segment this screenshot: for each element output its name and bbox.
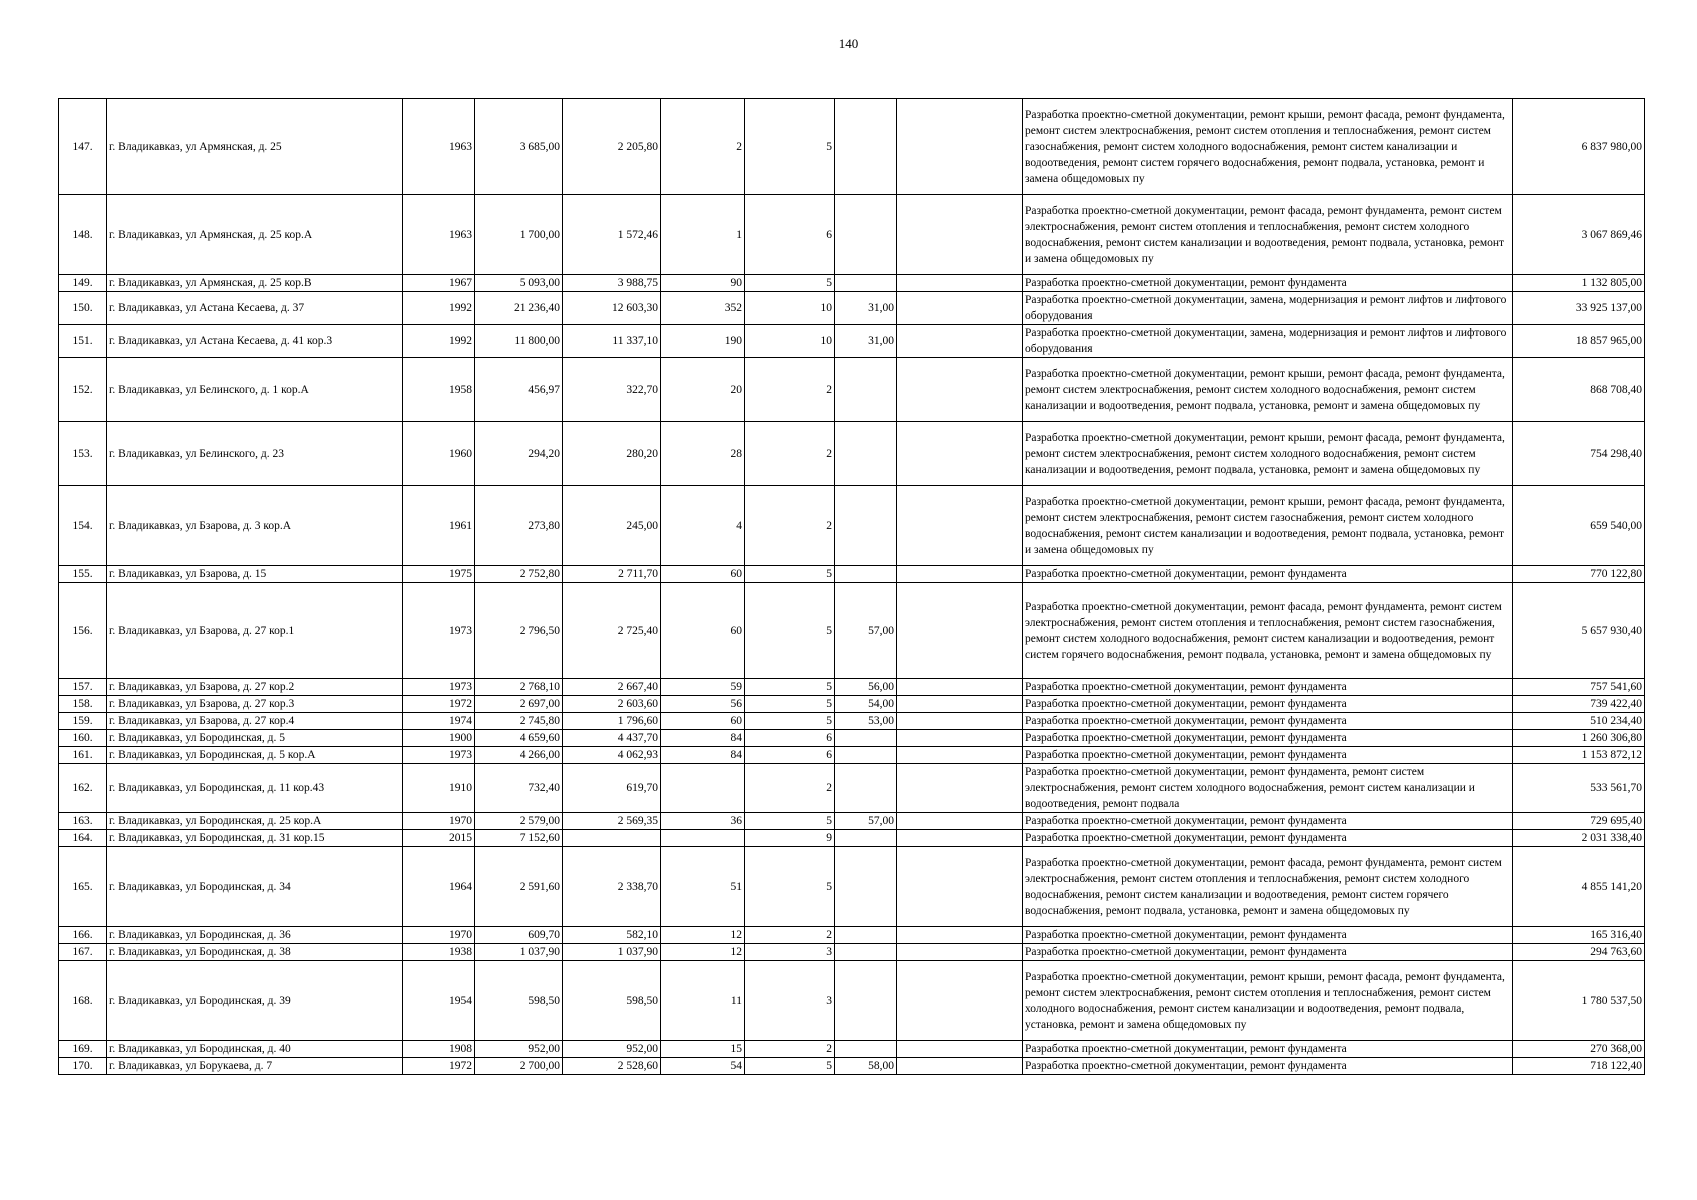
works-description-cell: Разработка проектно-сметной документации, ремонт фундамента xyxy=(1023,679,1513,696)
year-built-cell: 1992 xyxy=(403,325,475,358)
table-row xyxy=(59,486,1645,566)
address-cell: г. Владикавказ, ул Армянская, д. 25 кор.В xyxy=(107,275,403,292)
row-number-cell: 155. xyxy=(59,566,107,583)
cost-cell: 757 541,60 xyxy=(1513,679,1645,696)
year-built-cell: 1970 xyxy=(403,813,475,830)
column-9-cell xyxy=(897,764,1023,813)
address-cell: г. Владикавказ, ул Астана Кесаева, д. 41 кор.3 xyxy=(107,325,403,358)
column-8-cell: 56,00 xyxy=(835,679,897,696)
address-cell: г. Владикавказ, ул Бородинская, д. 39 xyxy=(107,961,403,1041)
year-built-cell: 1938 xyxy=(403,944,475,961)
total-area-cell: 952,00 xyxy=(475,1041,563,1058)
column-7-cell: 5 xyxy=(745,275,835,292)
year-built-cell: 1900 xyxy=(403,730,475,747)
works-description-cell: Разработка проектно-сметной документации, ремонт фундамента xyxy=(1023,747,1513,764)
living-area-cell: 2 528,60 xyxy=(563,1058,661,1075)
cost-cell: 1 153 872,12 xyxy=(1513,747,1645,764)
column-7-cell: 2 xyxy=(745,927,835,944)
year-built-cell: 1963 xyxy=(403,195,475,275)
total-area-cell: 294,20 xyxy=(475,422,563,486)
cost-cell: 6 837 980,00 xyxy=(1513,99,1645,195)
year-built-cell: 1972 xyxy=(403,1058,475,1075)
address-cell: г. Владикавказ, ул Астана Кесаева, д. 37 xyxy=(107,292,403,325)
table-row xyxy=(59,358,1645,422)
column-9-cell xyxy=(897,944,1023,961)
living-area-cell: 598,50 xyxy=(563,961,661,1041)
total-area-cell: 2 745,80 xyxy=(475,713,563,730)
total-area-cell: 2 697,00 xyxy=(475,696,563,713)
total-area-cell: 732,40 xyxy=(475,764,563,813)
page-number: 140 xyxy=(838,36,859,51)
total-area-cell: 7 152,60 xyxy=(475,830,563,847)
column-7-cell: 2 xyxy=(745,358,835,422)
column-6-cell: 36 xyxy=(661,813,745,830)
table-row xyxy=(59,99,1645,195)
row-number-cell: 147. xyxy=(59,99,107,195)
column-8-cell xyxy=(835,566,897,583)
row-number-cell: 166. xyxy=(59,927,107,944)
column-6-cell: 11 xyxy=(661,961,745,1041)
column-9-cell xyxy=(897,422,1023,486)
total-area-cell: 2 752,80 xyxy=(475,566,563,583)
column-7-cell: 5 xyxy=(745,847,835,927)
column-7-cell: 6 xyxy=(745,195,835,275)
year-built-cell: 1967 xyxy=(403,275,475,292)
column-7-cell: 5 xyxy=(745,679,835,696)
table-row xyxy=(59,566,1645,583)
address-cell: г. Владикавказ, ул Армянская, д. 25 xyxy=(107,99,403,195)
address-cell: г. Владикавказ, ул Бзарова, д. 27 кор.3 xyxy=(107,696,403,713)
cost-cell: 659 540,00 xyxy=(1513,486,1645,566)
cost-cell: 868 708,40 xyxy=(1513,358,1645,422)
year-built-cell: 1992 xyxy=(403,292,475,325)
column-6-cell: 2 xyxy=(661,99,745,195)
column-6-cell: 84 xyxy=(661,730,745,747)
address-cell: г. Владикавказ, ул Бзарова, д. 3 кор.А xyxy=(107,486,403,566)
column-6-cell: 60 xyxy=(661,566,745,583)
cost-cell: 718 122,40 xyxy=(1513,1058,1645,1075)
living-area-cell xyxy=(563,830,661,847)
total-area-cell: 2 700,00 xyxy=(475,1058,563,1075)
address-cell: г. Владикавказ, ул Бородинская, д. 36 xyxy=(107,927,403,944)
row-number-cell: 152. xyxy=(59,358,107,422)
column-6-cell: 190 xyxy=(661,325,745,358)
column-8-cell xyxy=(835,961,897,1041)
column-9-cell xyxy=(897,325,1023,358)
works-description-cell: Разработка проектно-сметной документации, ремонт фундамента xyxy=(1023,1058,1513,1075)
housing-repair-table xyxy=(58,98,1645,1075)
year-built-cell: 1974 xyxy=(403,713,475,730)
column-6-cell: 59 xyxy=(661,679,745,696)
table-row xyxy=(59,583,1645,679)
cost-cell: 1 780 537,50 xyxy=(1513,961,1645,1041)
column-9-cell xyxy=(897,813,1023,830)
cost-cell: 533 561,70 xyxy=(1513,764,1645,813)
column-9-cell xyxy=(897,292,1023,325)
table-row xyxy=(59,275,1645,292)
column-8-cell xyxy=(835,730,897,747)
column-6-cell: 28 xyxy=(661,422,745,486)
works-description-cell: Разработка проектно-сметной документации, ремонт фундамента xyxy=(1023,713,1513,730)
cost-cell: 3 067 869,46 xyxy=(1513,195,1645,275)
column-7-cell: 10 xyxy=(745,325,835,358)
living-area-cell: 11 337,10 xyxy=(563,325,661,358)
living-area-cell: 582,10 xyxy=(563,927,661,944)
table-row xyxy=(59,944,1645,961)
row-number-cell: 154. xyxy=(59,486,107,566)
total-area-cell: 598,50 xyxy=(475,961,563,1041)
cost-cell: 33 925 137,00 xyxy=(1513,292,1645,325)
works-description-cell: Разработка проектно-сметной документации, ремонт фасада, ремонт фундамента, ремонт систем электроснабжения, ремонт систем отопления и теплоснабжения, ремонт систем газоснабжения, ремонт систем холодного водоснабжения, ремонт систем канализации и водоотведения, ремонт систем горячего водоснабжения, ремонт подвала, установка, ремонт и замена общедомовых пу xyxy=(1023,583,1513,679)
column-8-cell: 31,00 xyxy=(835,292,897,325)
total-area-cell: 3 685,00 xyxy=(475,99,563,195)
column-9-cell xyxy=(897,679,1023,696)
column-6-cell: 90 xyxy=(661,275,745,292)
address-cell: г. Владикавказ, ул Бородинская, д. 5 кор.А xyxy=(107,747,403,764)
row-number-cell: 170. xyxy=(59,1058,107,1075)
column-7-cell: 5 xyxy=(745,813,835,830)
table-row xyxy=(59,1058,1645,1075)
total-area-cell: 11 800,00 xyxy=(475,325,563,358)
row-number-cell: 160. xyxy=(59,730,107,747)
column-7-cell: 2 xyxy=(745,486,835,566)
column-6-cell: 84 xyxy=(661,747,745,764)
works-description-cell: Разработка проектно-сметной документации, ремонт крыши, ремонт фасада, ремонт фундамента, ремонт систем электроснабжения, ремонт систем отопления и теплоснабжения, ремонт систем газоснабжения, ремонт систем холодного водоснабжения, ремонт систем канализации и водоотведения, ремонт систем горячего водоснабжения, ремонт подвала, установка, ремонт и замена общедомовых пу xyxy=(1023,99,1513,195)
column-8-cell: 31,00 xyxy=(835,325,897,358)
living-area-cell: 952,00 xyxy=(563,1041,661,1058)
column-7-cell: 6 xyxy=(745,730,835,747)
address-cell: г. Владикавказ, ул Белинского, д. 23 xyxy=(107,422,403,486)
column-8-cell xyxy=(835,847,897,927)
column-9-cell xyxy=(897,830,1023,847)
works-description-cell: Разработка проектно-сметной документации, ремонт фасада, ремонт фундамента, ремонт систем электроснабжения, ремонт систем отопления и теплоснабжения, ремонт систем холодного водоснабжения, ремонт систем канализации и водоотведения, ремонт подвала, установка, ремонт и замена общедомовых пу xyxy=(1023,195,1513,275)
cost-cell: 270 368,00 xyxy=(1513,1041,1645,1058)
year-built-cell: 1972 xyxy=(403,696,475,713)
address-cell: г. Владикавказ, ул Бородинская, д. 11 кор.43 xyxy=(107,764,403,813)
table-row xyxy=(59,927,1645,944)
column-6-cell xyxy=(661,830,745,847)
row-number-cell: 161. xyxy=(59,747,107,764)
year-built-cell: 2015 xyxy=(403,830,475,847)
column-9-cell xyxy=(897,566,1023,583)
column-9-cell xyxy=(897,275,1023,292)
table-row xyxy=(59,292,1645,325)
table-row xyxy=(59,847,1645,927)
column-7-cell: 3 xyxy=(745,961,835,1041)
table-row xyxy=(59,747,1645,764)
total-area-cell: 1 700,00 xyxy=(475,195,563,275)
year-built-cell: 1970 xyxy=(403,927,475,944)
table-row xyxy=(59,730,1645,747)
works-description-cell: Разработка проектно-сметной документации, ремонт фундамента xyxy=(1023,566,1513,583)
living-area-cell: 4 437,70 xyxy=(563,730,661,747)
works-description-cell: Разработка проектно-сметной документации, ремонт фундамента xyxy=(1023,944,1513,961)
column-8-cell xyxy=(835,486,897,566)
total-area-cell: 4 266,00 xyxy=(475,747,563,764)
column-8-cell xyxy=(835,747,897,764)
row-number-cell: 163. xyxy=(59,813,107,830)
row-number-cell: 159. xyxy=(59,713,107,730)
column-6-cell: 4 xyxy=(661,486,745,566)
column-8-cell xyxy=(835,422,897,486)
year-built-cell: 1963 xyxy=(403,99,475,195)
cost-cell: 4 855 141,20 xyxy=(1513,847,1645,927)
living-area-cell: 2 725,40 xyxy=(563,583,661,679)
works-description-cell: Разработка проектно-сметной документации, ремонт фундамента xyxy=(1023,696,1513,713)
column-8-cell xyxy=(835,830,897,847)
column-9-cell xyxy=(897,747,1023,764)
total-area-cell: 273,80 xyxy=(475,486,563,566)
year-built-cell: 1973 xyxy=(403,583,475,679)
works-description-cell: Разработка проектно-сметной документации, замена, модернизация и ремонт лифтов и лифтового оборудования xyxy=(1023,292,1513,325)
cost-cell: 5 657 930,40 xyxy=(1513,583,1645,679)
column-9-cell xyxy=(897,195,1023,275)
living-area-cell: 12 603,30 xyxy=(563,292,661,325)
address-cell: г. Владикавказ, ул Бзарова, д. 27 кор.4 xyxy=(107,713,403,730)
living-area-cell: 1 572,46 xyxy=(563,195,661,275)
year-built-cell: 1958 xyxy=(403,358,475,422)
row-number-cell: 148. xyxy=(59,195,107,275)
column-8-cell: 54,00 xyxy=(835,696,897,713)
cost-cell: 739 422,40 xyxy=(1513,696,1645,713)
table-row xyxy=(59,696,1645,713)
total-area-cell: 21 236,40 xyxy=(475,292,563,325)
living-area-cell: 2 667,40 xyxy=(563,679,661,696)
column-9-cell xyxy=(897,961,1023,1041)
works-description-cell: Разработка проектно-сметной документации, ремонт крыши, ремонт фасада, ремонт фундамента, ремонт систем электроснабжения, ремонт систем газоснабжения, ремонт систем холодного водоснабжения, ремонт систем канализации и водоотведения, ремонт подвала, установка, ремонт и замена общедомовых пу xyxy=(1023,486,1513,566)
address-cell: г. Владикавказ, ул Борукаева, д. 7 xyxy=(107,1058,403,1075)
address-cell: г. Владикавказ, ул Бзарова, д. 15 xyxy=(107,566,403,583)
table-row xyxy=(59,764,1645,813)
column-7-cell: 2 xyxy=(745,1041,835,1058)
cost-cell: 165 316,40 xyxy=(1513,927,1645,944)
row-number-cell: 158. xyxy=(59,696,107,713)
year-built-cell: 1975 xyxy=(403,566,475,583)
address-cell: г. Владикавказ, ул Бородинская, д. 34 xyxy=(107,847,403,927)
column-6-cell: 15 xyxy=(661,1041,745,1058)
table-row xyxy=(59,813,1645,830)
works-description-cell: Разработка проектно-сметной документации, ремонт фундамента, ремонт систем электроснабжения, ремонт систем холодного водоснабжения, ремонт систем канализации и водоотведения, ремонт подвала xyxy=(1023,764,1513,813)
address-cell: г. Владикавказ, ул Бородинская, д. 25 кор.А xyxy=(107,813,403,830)
table-body xyxy=(59,99,1645,1075)
row-number-cell: 156. xyxy=(59,583,107,679)
total-area-cell: 4 659,60 xyxy=(475,730,563,747)
address-cell: г. Владикавказ, ул Бородинская, д. 40 xyxy=(107,1041,403,1058)
works-description-cell: Разработка проектно-сметной документации, ремонт фасада, ремонт фундамента, ремонт систем электроснабжения, ремонт систем отопления и теплоснабжения, ремонт систем холодного водоснабжения, ремонт систем канализации и водоотведения, ремонт систем горячего водоснабжения, ремонт подвала, установка, ремонт и замена общедомовых пу xyxy=(1023,847,1513,927)
cost-cell: 1 260 306,80 xyxy=(1513,730,1645,747)
cost-cell: 1 132 805,00 xyxy=(1513,275,1645,292)
living-area-cell: 2 338,70 xyxy=(563,847,661,927)
cost-cell: 754 298,40 xyxy=(1513,422,1645,486)
column-7-cell: 2 xyxy=(745,422,835,486)
row-number-cell: 162. xyxy=(59,764,107,813)
address-cell: г. Владикавказ, ул Бзарова, д. 27 кор.1 xyxy=(107,583,403,679)
address-cell: г. Владикавказ, ул Армянская, д. 25 кор.А xyxy=(107,195,403,275)
living-area-cell: 280,20 xyxy=(563,422,661,486)
total-area-cell: 1 037,90 xyxy=(475,944,563,961)
column-6-cell: 1 xyxy=(661,195,745,275)
year-built-cell: 1973 xyxy=(403,679,475,696)
total-area-cell: 5 093,00 xyxy=(475,275,563,292)
row-number-cell: 153. xyxy=(59,422,107,486)
row-number-cell: 151. xyxy=(59,325,107,358)
column-6-cell: 60 xyxy=(661,583,745,679)
column-9-cell xyxy=(897,1041,1023,1058)
row-number-cell: 150. xyxy=(59,292,107,325)
total-area-cell: 2 768,10 xyxy=(475,679,563,696)
table-row xyxy=(59,422,1645,486)
column-8-cell xyxy=(835,764,897,813)
living-area-cell: 2 711,70 xyxy=(563,566,661,583)
column-6-cell: 12 xyxy=(661,927,745,944)
column-8-cell xyxy=(835,944,897,961)
column-7-cell: 10 xyxy=(745,292,835,325)
column-6-cell: 51 xyxy=(661,847,745,927)
living-area-cell: 245,00 xyxy=(563,486,661,566)
column-9-cell xyxy=(897,486,1023,566)
cost-cell: 729 695,40 xyxy=(1513,813,1645,830)
column-6-cell: 60 xyxy=(661,713,745,730)
living-area-cell: 2 603,60 xyxy=(563,696,661,713)
cost-cell: 18 857 965,00 xyxy=(1513,325,1645,358)
table-row xyxy=(59,961,1645,1041)
year-built-cell: 1973 xyxy=(403,747,475,764)
column-6-cell xyxy=(661,764,745,813)
row-number-cell: 157. xyxy=(59,679,107,696)
column-7-cell: 5 xyxy=(745,583,835,679)
total-area-cell: 609,70 xyxy=(475,927,563,944)
address-cell: г. Владикавказ, ул Бородинская, д. 38 xyxy=(107,944,403,961)
column-7-cell: 5 xyxy=(745,566,835,583)
total-area-cell: 2 796,50 xyxy=(475,583,563,679)
table-row xyxy=(59,325,1645,358)
works-description-cell: Разработка проектно-сметной документации, ремонт крыши, ремонт фасада, ремонт фундамента, ремонт систем электроснабжения, ремонт систем холодного водоснабжения, ремонт систем канализации и водоотведения, ремонт подвала, установка, ремонт и замена общедомовых пу xyxy=(1023,422,1513,486)
works-description-cell: Разработка проектно-сметной документации, ремонт фундамента xyxy=(1023,730,1513,747)
row-number-cell: 168. xyxy=(59,961,107,1041)
year-built-cell: 1960 xyxy=(403,422,475,486)
column-8-cell xyxy=(835,1041,897,1058)
column-9-cell xyxy=(897,583,1023,679)
row-number-cell: 149. xyxy=(59,275,107,292)
year-built-cell: 1954 xyxy=(403,961,475,1041)
works-description-cell: Разработка проектно-сметной документации, ремонт фундамента xyxy=(1023,927,1513,944)
total-area-cell: 2 579,00 xyxy=(475,813,563,830)
column-8-cell: 57,00 xyxy=(835,583,897,679)
column-7-cell: 9 xyxy=(745,830,835,847)
column-6-cell: 56 xyxy=(661,696,745,713)
cost-cell: 2 031 338,40 xyxy=(1513,830,1645,847)
address-cell: г. Владикавказ, ул Бородинская, д. 5 xyxy=(107,730,403,747)
column-8-cell: 57,00 xyxy=(835,813,897,830)
column-8-cell xyxy=(835,275,897,292)
works-description-cell: Разработка проектно-сметной документации, ремонт фундамента xyxy=(1023,830,1513,847)
living-area-cell: 322,70 xyxy=(563,358,661,422)
column-8-cell: 58,00 xyxy=(835,1058,897,1075)
row-number-cell: 169. xyxy=(59,1041,107,1058)
row-number-cell: 164. xyxy=(59,830,107,847)
column-8-cell xyxy=(835,927,897,944)
living-area-cell: 4 062,93 xyxy=(563,747,661,764)
column-8-cell xyxy=(835,195,897,275)
column-7-cell: 2 xyxy=(745,764,835,813)
table-row xyxy=(59,195,1645,275)
column-7-cell: 5 xyxy=(745,1058,835,1075)
address-cell: г. Владикавказ, ул Бзарова, д. 27 кор.2 xyxy=(107,679,403,696)
cost-cell: 510 234,40 xyxy=(1513,713,1645,730)
column-7-cell: 5 xyxy=(745,696,835,713)
cost-cell: 770 122,80 xyxy=(1513,566,1645,583)
table-row xyxy=(59,1041,1645,1058)
row-number-cell: 167. xyxy=(59,944,107,961)
column-9-cell xyxy=(897,927,1023,944)
column-9-cell xyxy=(897,1058,1023,1075)
column-8-cell xyxy=(835,358,897,422)
column-8-cell: 53,00 xyxy=(835,713,897,730)
row-number-cell: 165. xyxy=(59,847,107,927)
living-area-cell: 1 037,90 xyxy=(563,944,661,961)
living-area-cell: 3 988,75 xyxy=(563,275,661,292)
address-cell: г. Владикавказ, ул Бородинская, д. 31 кор.15 xyxy=(107,830,403,847)
cost-cell: 294 763,60 xyxy=(1513,944,1645,961)
column-9-cell xyxy=(897,358,1023,422)
living-area-cell: 2 569,35 xyxy=(563,813,661,830)
table-row xyxy=(59,679,1645,696)
column-9-cell xyxy=(897,847,1023,927)
column-6-cell: 12 xyxy=(661,944,745,961)
column-6-cell: 352 xyxy=(661,292,745,325)
column-9-cell xyxy=(897,713,1023,730)
column-8-cell xyxy=(835,99,897,195)
year-built-cell: 1961 xyxy=(403,486,475,566)
year-built-cell: 1908 xyxy=(403,1041,475,1058)
table-row xyxy=(59,830,1645,847)
column-7-cell: 6 xyxy=(745,747,835,764)
column-7-cell: 5 xyxy=(745,99,835,195)
works-description-cell: Разработка проектно-сметной документации, ремонт фундамента xyxy=(1023,813,1513,830)
living-area-cell: 2 205,80 xyxy=(563,99,661,195)
total-area-cell: 2 591,60 xyxy=(475,847,563,927)
column-6-cell: 54 xyxy=(661,1058,745,1075)
total-area-cell: 456,97 xyxy=(475,358,563,422)
works-description-cell: Разработка проектно-сметной документации, ремонт фундамента xyxy=(1023,275,1513,292)
table-row xyxy=(59,713,1645,730)
works-description-cell: Разработка проектно-сметной документации, замена, модернизация и ремонт лифтов и лифтового оборудования xyxy=(1023,325,1513,358)
living-area-cell: 619,70 xyxy=(563,764,661,813)
column-9-cell xyxy=(897,730,1023,747)
year-built-cell: 1964 xyxy=(403,847,475,927)
address-cell: г. Владикавказ, ул Белинского, д. 1 кор.А xyxy=(107,358,403,422)
works-description-cell: Разработка проектно-сметной документации, ремонт крыши, ремонт фасада, ремонт фундамента, ремонт систем электроснабжения, ремонт систем холодного водоснабжения, ремонт систем канализации и водоотведения, ремонт подвала, установка, ремонт и замена общедомовых пу xyxy=(1023,358,1513,422)
column-9-cell xyxy=(897,696,1023,713)
column-9-cell xyxy=(897,99,1023,195)
column-7-cell: 3 xyxy=(745,944,835,961)
works-description-cell: Разработка проектно-сметной документации, ремонт крыши, ремонт фасада, ремонт фундамента, ремонт систем электроснабжения, ремонт систем отопления и теплоснабжения, ремонт систем холодного водоснабжения, ремонт систем канализации и водоотведения, ремонт подвала, установка, ремонт и замена общедомовых пу xyxy=(1023,961,1513,1041)
column-6-cell: 20 xyxy=(661,358,745,422)
column-7-cell: 5 xyxy=(745,713,835,730)
year-built-cell: 1910 xyxy=(403,764,475,813)
works-description-cell: Разработка проектно-сметной документации, ремонт фундамента xyxy=(1023,1041,1513,1058)
living-area-cell: 1 796,60 xyxy=(563,713,661,730)
